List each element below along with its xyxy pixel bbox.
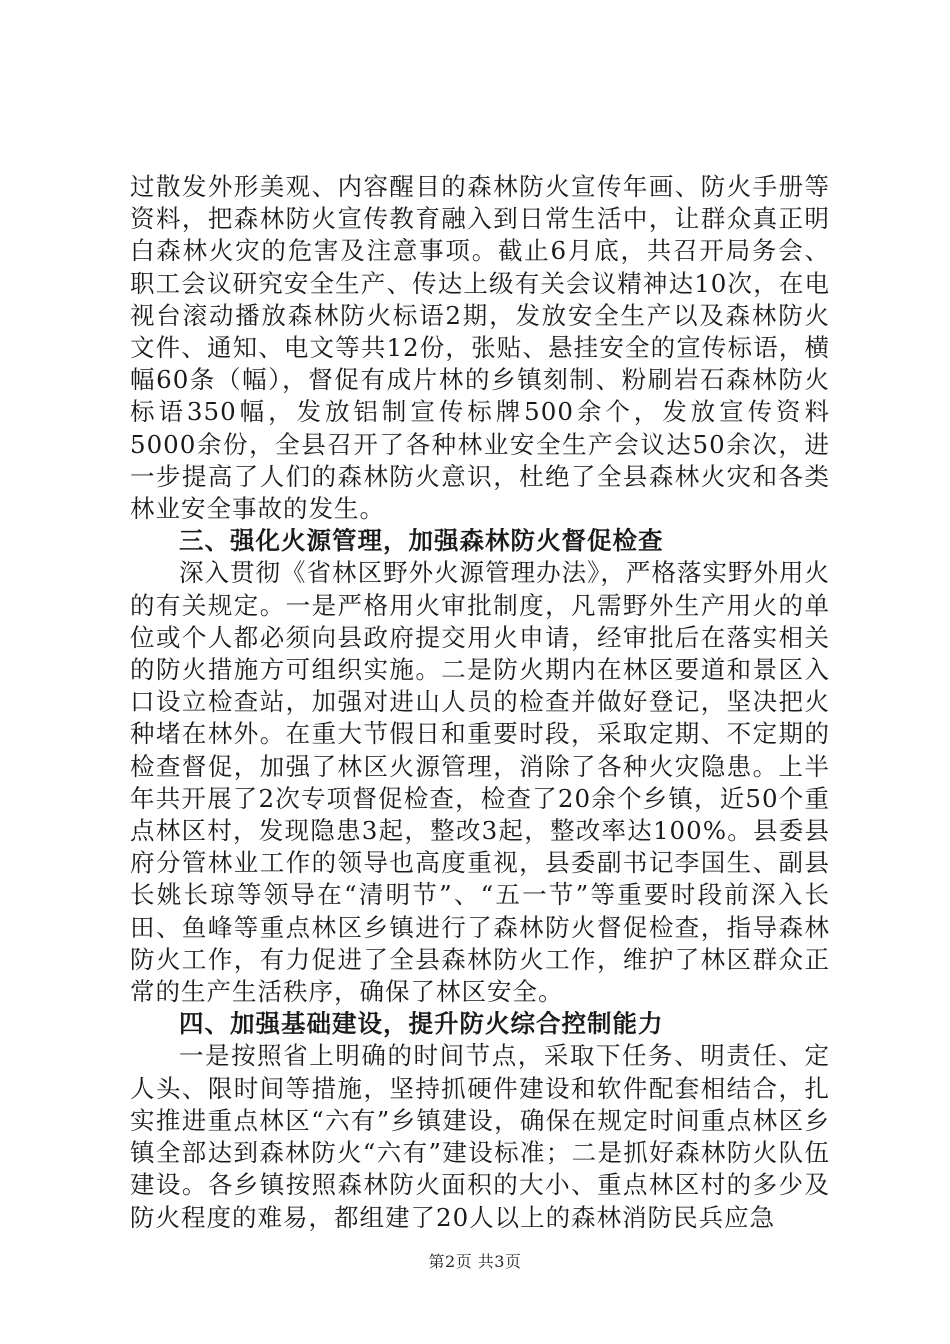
paragraph-fire-source: 深入贯彻《省林区野外火源管理办法》，严格落实野外用火的有关规定。一是严格用火审批制度，凡需野外生产用火的单位或个人都必须向县政府提交用火申请，经审批后在落实相关的防火措施方可组织实施。二是防火期内在林区要道和景区入口设立检查站，加强对进山人员的检查并做好登记，坚决把火种堵在林外。在重大节假日和重要时段，采取定期、不定期的检查督促，加强了林区火源管理，消除了各种火灾隐患。上半年共开展了2次专项督促检查，检查了20余个乡镇，近50个重点林区村，发现隐患3起，整改3起，整改率达100%。县委县府分管林业工作的领导也高度重视，县委副书记李国生、副县长姚长琼等领导在“清明节”、“五一节”等重要时段前深入长田、鱼峰等重点林区乡镇进行了森林防火督促检查，指导森林防火工作，有力促进了全县森林防火工作，维护了林区群众正常的生产生活秩序，确保了林区安全。: [130, 558, 830, 1007]
paragraph-infrastructure: 一是按照省上明确的时间节点，采取下任务、明责任、定人头、限时间等措施，坚持抓硬件建设和软件配套相结合，扎实推进重点林区“六有”乡镇建设，确保在规定时间重点林区乡镇全部达到森林防火“六有”建设标准；二是抓好森林防火队伍建设。各乡镇按照森林防火面积的大小、重点林区村的多少及防火程度的难易，都组建了20人以上的森林消防民兵应急: [130, 1041, 830, 1232]
section-heading-fire-source: 三、强化火源管理，加强森林防火督促检查: [179, 526, 664, 556]
paragraph-publicity: 过散发外形美观、内容醒目的森林防火宣传年画、防火手册等资料，把森林防火宣传教育融入到日常生活中，让群众真正明白森林火灾的危害及注意事项。截止6月底，共召开局务会、职工会议研究安全生产、传达上级有关会议精神达10次，在电视台滚动播放森林防火标语2期，发放安全生产以及森林防火文件、通知、电文等共12份，张贴、悬挂安全的宣传标语，横幅60条（幅），督促有成片林的乡镇刻制、粉刷岩石森林防火标语350幅，发放铝制宣传标牌500余个，发放宣传资料5000余份，全县召开了各种林业安全生产会议达50余次，进一步提高了人们的森林防火意识，杜绝了全县森林火灾和各类林业安全事故的发生。: [130, 172, 830, 524]
section-heading-infrastructure: 四、加强基础建设，提升防火综合控制能力: [179, 1009, 664, 1039]
document-body: [130, 171, 830, 1234]
page-footer: 第2页 共3页: [428, 1252, 522, 1271]
